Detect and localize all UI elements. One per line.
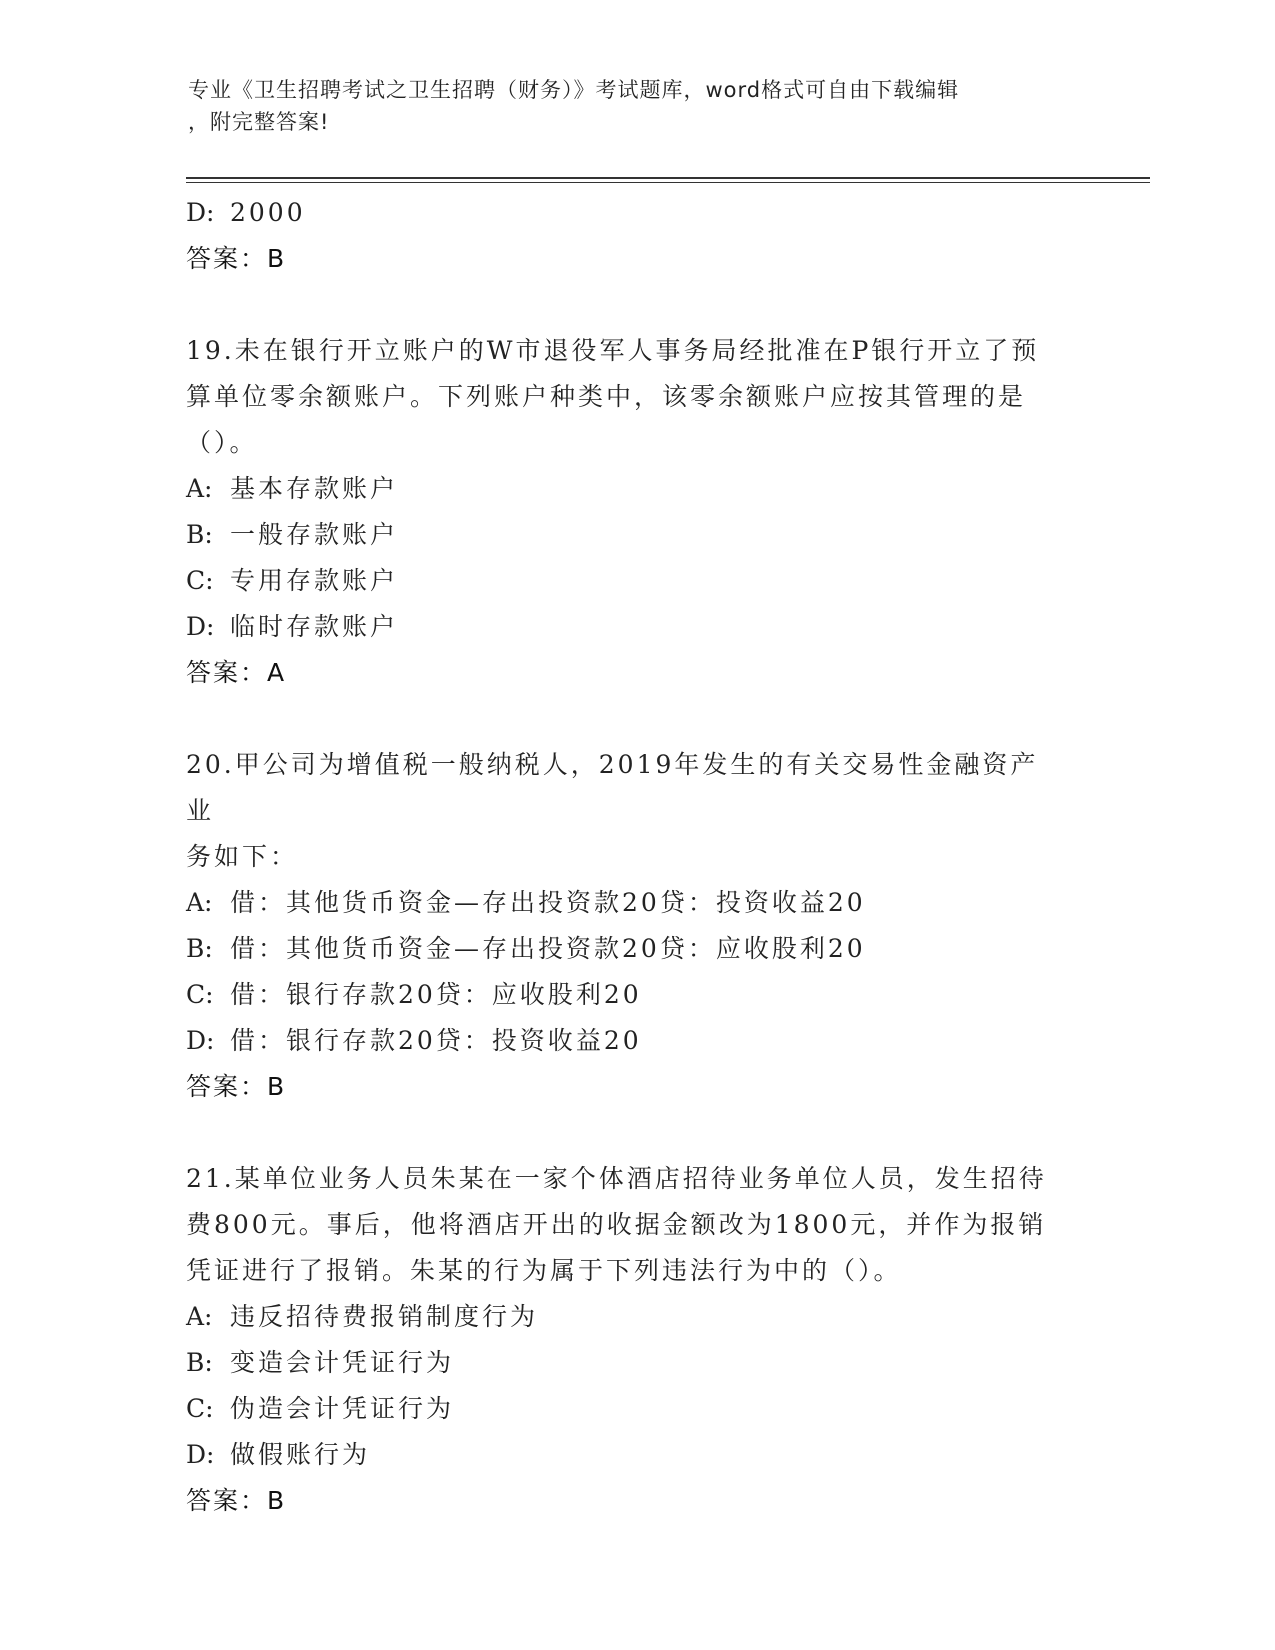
question-stem-line: 算单位零余额账户。下列账户种类中，该零余额账户应按其管理的是 — [186, 382, 1027, 411]
previous-question-tail — [186, 190, 1086, 282]
answer-label: 答案： — [186, 1486, 268, 1515]
question-20 — [186, 742, 1086, 1110]
option-letter: A: — [186, 474, 213, 503]
option-text: 借：其他货币资金—存出投资款20贷：应收股利20 — [230, 934, 866, 963]
question-21 — [186, 1156, 1086, 1524]
question-stem — [186, 328, 1066, 466]
option-letter: B: — [186, 934, 213, 963]
option-b — [186, 512, 1086, 558]
answer-line — [186, 1064, 1086, 1110]
question-stem-line: 务如下： — [186, 842, 299, 871]
answer-line — [186, 236, 1086, 282]
option-text: 一般存款账户 — [230, 520, 399, 549]
option-letter: D: — [186, 612, 215, 641]
header-divider-thick — [186, 177, 1150, 179]
option-a — [186, 880, 1086, 926]
option-text: 变造会计凭证行为 — [230, 1348, 455, 1377]
answer-label: 答案： — [186, 658, 268, 687]
option-text: 临时存款账户 — [230, 612, 399, 641]
question-stem-line: 凭证进行了报销。朱某的行为属于下列违法行为中的（）。 — [186, 1256, 902, 1285]
question-stem-line: 20.甲公司为增值税一般纳税人，2019年发生的有关交易性金融资产业 — [186, 750, 1039, 825]
option-c — [186, 1386, 1086, 1432]
option-text: 违反招待费报销制度行为 — [230, 1302, 539, 1331]
answer-value: B — [267, 244, 287, 273]
answer-value: B — [267, 1486, 287, 1515]
answer-label: 答案： — [186, 244, 268, 273]
answer-value: A — [267, 658, 287, 687]
option-text: 2000 — [230, 198, 306, 227]
option-a — [186, 1294, 1086, 1340]
option-letter: D: — [186, 1440, 215, 1469]
question-stem-line: 费800元。事后，他将酒店开出的收据金额改为1800元，并作为报销 — [186, 1210, 1047, 1239]
option-text: 借：银行存款20贷：投资收益20 — [230, 1026, 642, 1055]
header-title-line-2: ，附完整答案! — [188, 110, 330, 134]
option-text: 借：银行存款20贷：应收股利20 — [230, 980, 642, 1009]
option-d — [186, 1018, 1086, 1064]
option-letter: C: — [186, 1394, 214, 1423]
question-stem — [186, 1156, 1066, 1294]
option-text: 专用存款账户 — [230, 566, 399, 595]
option-d — [186, 604, 1086, 650]
option-letter: D: — [186, 198, 215, 227]
answer-label: 答案： — [186, 1072, 268, 1101]
answer-value: B — [267, 1072, 287, 1101]
option-letter: B: — [186, 1348, 213, 1377]
option-text: 借：其他货币资金—存出投资款20贷：投资收益20 — [230, 888, 866, 917]
option-d — [186, 190, 1086, 236]
question-19 — [186, 328, 1086, 696]
option-letter: A: — [186, 888, 213, 917]
option-text: 基本存款账户 — [230, 474, 399, 503]
question-stem-line: （）。 — [186, 428, 258, 457]
question-stem-line: 21.某单位业务人员朱某在一家个体酒店招待业务单位人员，发生招待 — [186, 1164, 1047, 1193]
option-a — [186, 466, 1086, 512]
option-letter: D: — [186, 1026, 215, 1055]
option-d — [186, 1432, 1086, 1478]
document-body — [186, 190, 1086, 1524]
option-letter: C: — [186, 980, 214, 1009]
option-c — [186, 972, 1086, 1018]
header-divider-thin — [186, 182, 1150, 183]
option-letter: A: — [186, 1302, 213, 1331]
option-letter: B: — [186, 520, 213, 549]
option-letter: C: — [186, 566, 214, 595]
option-c — [186, 558, 1086, 604]
option-text: 做假账行为 — [230, 1440, 371, 1469]
option-text: 伪造会计凭证行为 — [230, 1394, 455, 1423]
answer-line — [186, 1478, 1086, 1524]
option-b — [186, 1340, 1086, 1386]
header-title-line-1: 专业《卫生招聘考试之卫生招聘（财务）》考试题库，word格式可自由下载编辑 — [188, 78, 960, 102]
answer-line — [186, 650, 1086, 696]
option-b — [186, 926, 1086, 972]
question-stem-line: 19.未在银行开立账户的W市退役军人事务局经批准在P银行开立了预 — [186, 336, 1040, 365]
question-stem — [186, 742, 1066, 880]
page-header — [188, 74, 1068, 138]
